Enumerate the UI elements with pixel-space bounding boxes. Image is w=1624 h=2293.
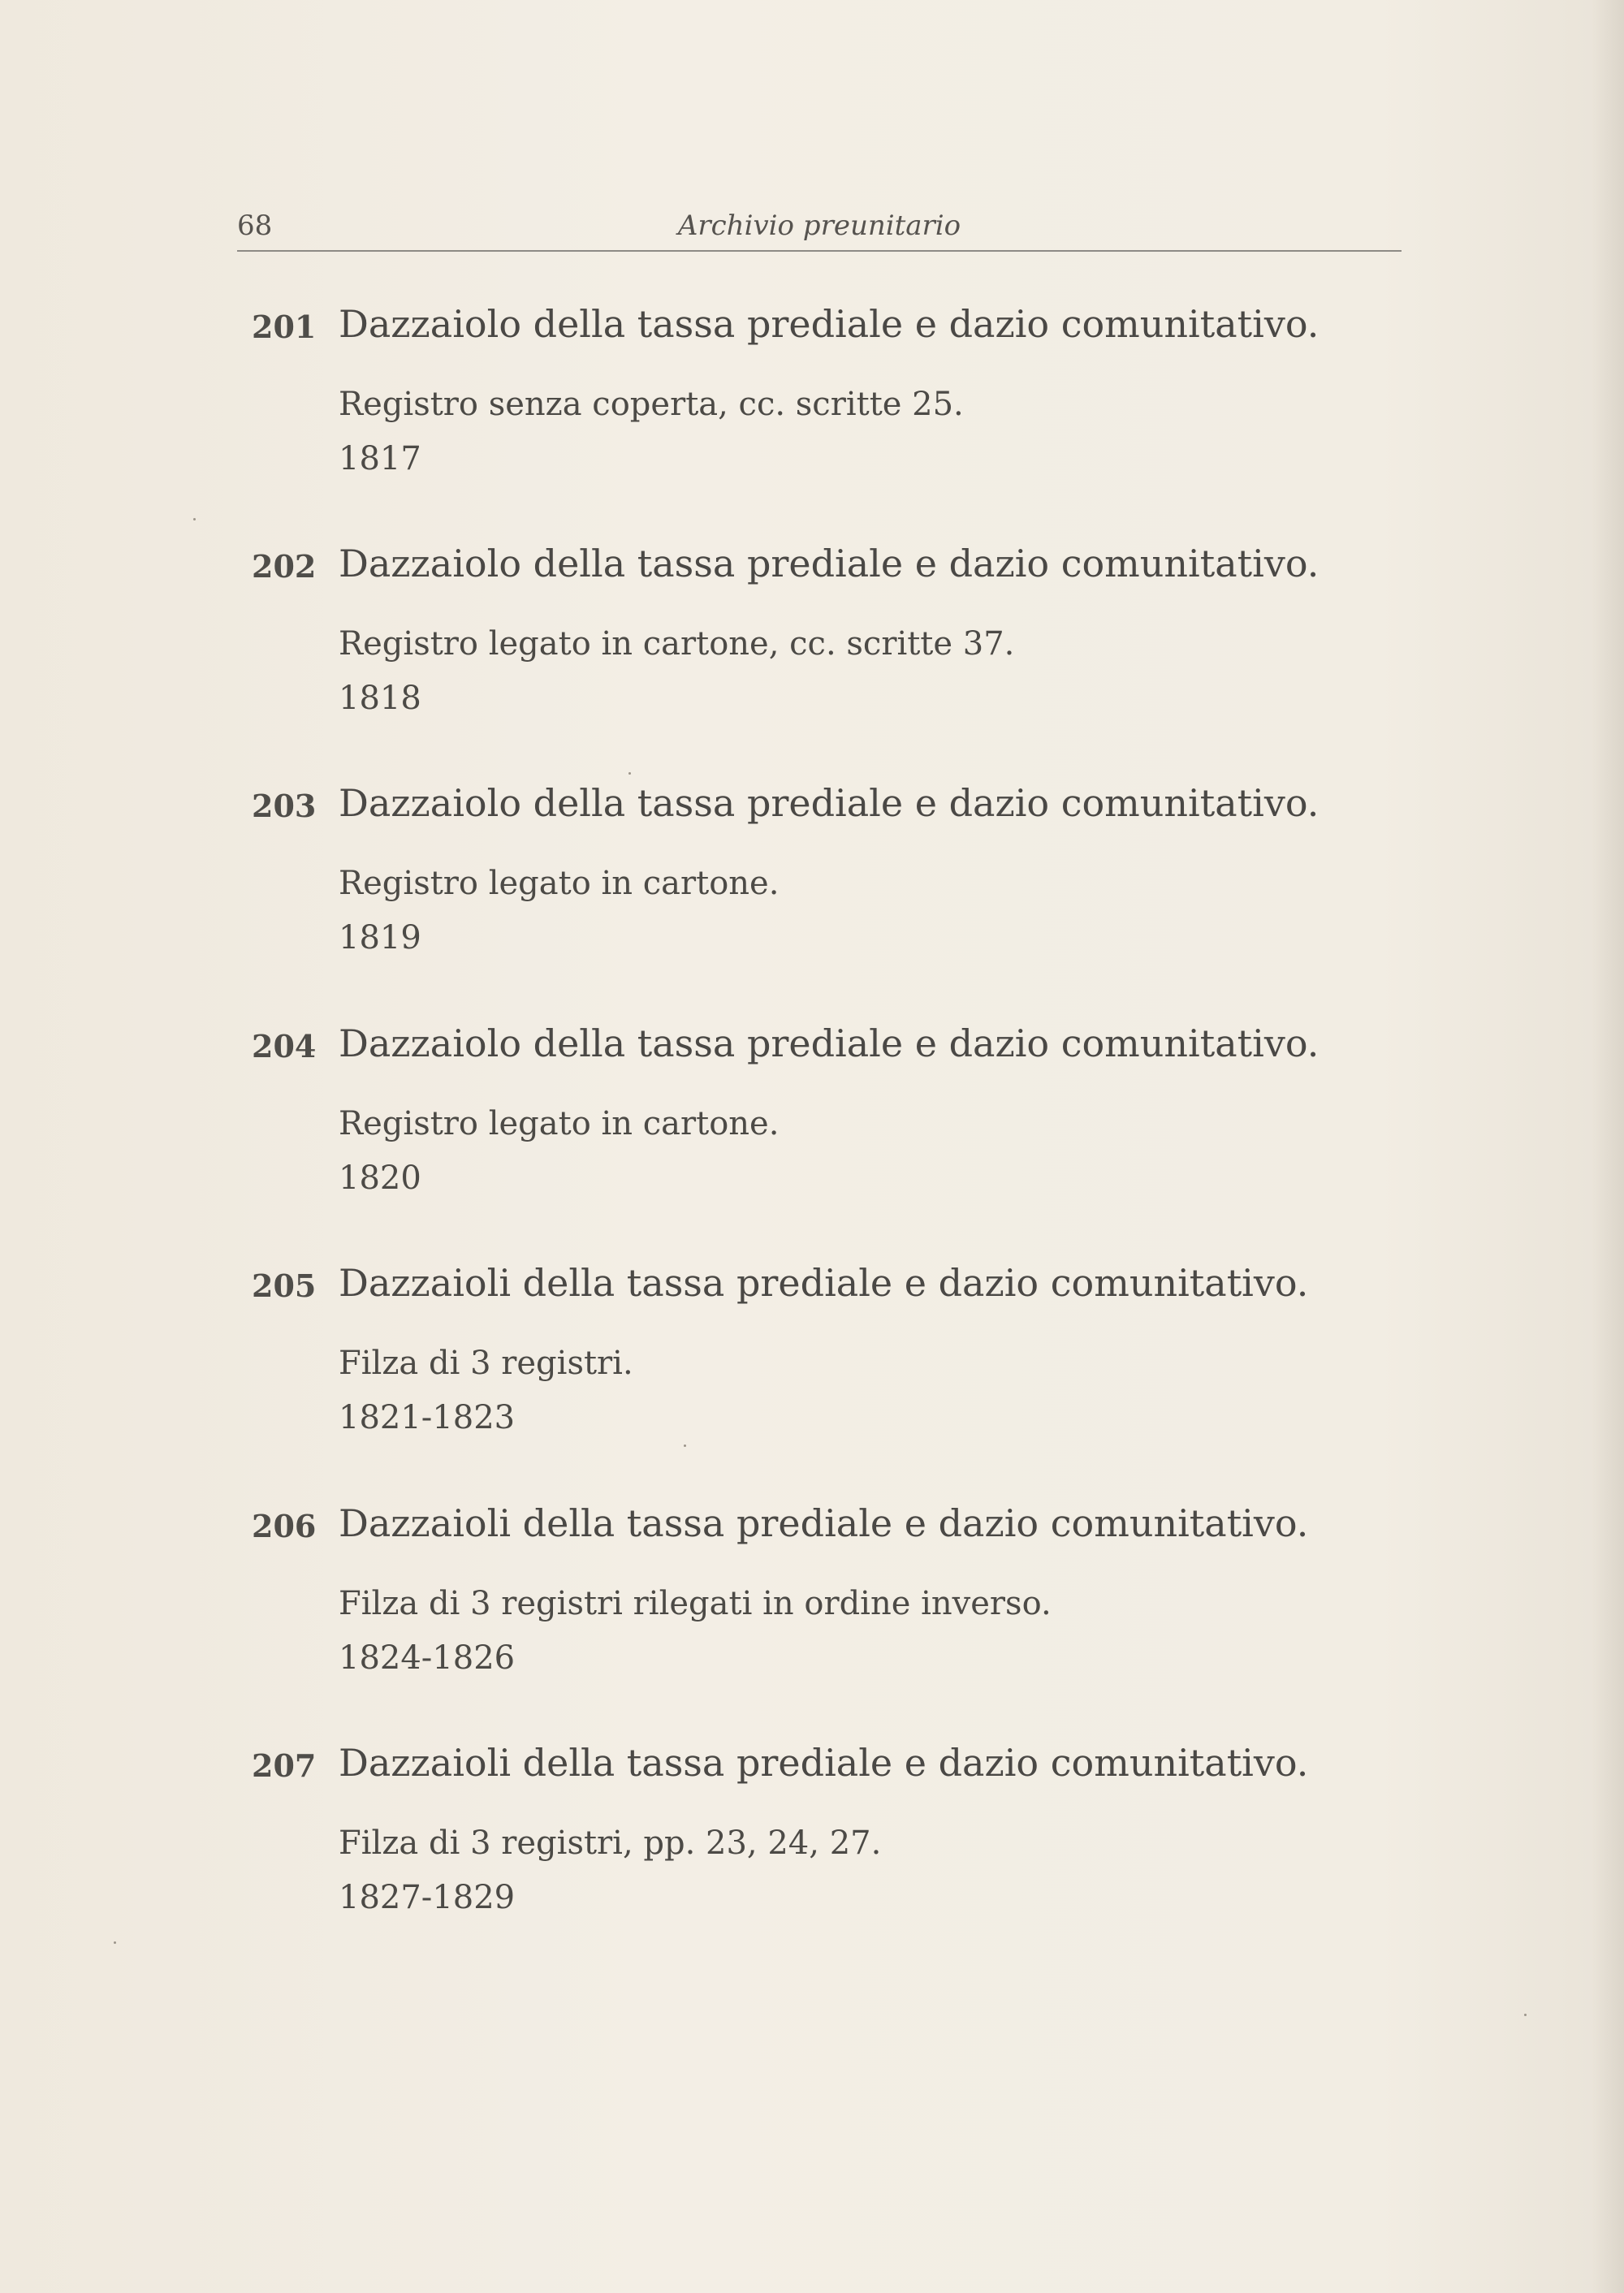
paper-speck — [684, 1444, 686, 1447]
paper-speck — [628, 772, 631, 775]
archive-entry — [0, 542, 1624, 759]
entry-date: 1824-1826 — [339, 1639, 516, 1677]
entry-description: Filza di 3 registri. — [339, 1345, 633, 1382]
entry-number: 206 — [252, 1508, 317, 1544]
entry-title: Dazzaiolo della tassa prediale e dazio comunitativo. — [339, 302, 1320, 346]
entry-title: Dazzaiolo della tassa prediale e dazio comunitativo. — [339, 542, 1320, 585]
archive-entry — [0, 1261, 1624, 1479]
entry-title: Dazzaioli della tassa prediale e dazio comunitativo. — [339, 1741, 1309, 1785]
running-title: Archivio preunitario — [677, 209, 961, 242]
entry-date: 1820 — [339, 1159, 421, 1197]
page-number: 68 — [237, 209, 273, 242]
archive-entry — [0, 1021, 1624, 1239]
entry-number: 203 — [252, 788, 317, 824]
paper-speck — [193, 518, 196, 520]
entry-description: Filza di 3 registri, pp. 23, 24, 27. — [339, 1824, 882, 1862]
paper-speck — [1524, 2014, 1527, 2016]
entry-date: 1818 — [339, 680, 421, 717]
entry-number: 207 — [252, 1747, 317, 1784]
archive-entry — [0, 302, 1624, 520]
archive-entry — [0, 1501, 1624, 1719]
entry-date: 1827-1829 — [339, 1879, 516, 1916]
entry-description: Registro legato in cartone, cc. scritte 37. — [339, 625, 1015, 663]
entry-description: Registro legato in cartone. — [339, 865, 780, 902]
entry-description: Registro legato in cartone. — [339, 1105, 780, 1142]
paper-speck — [114, 1941, 116, 1944]
entry-title: Dazzaiolo della tassa prediale e dazio comunitativo. — [339, 1021, 1320, 1065]
page-header — [237, 205, 1402, 252]
entry-number: 201 — [252, 309, 317, 345]
entry-date: 1821-1823 — [339, 1399, 516, 1436]
entry-date: 1819 — [339, 919, 421, 956]
archive-entry — [0, 781, 1624, 999]
entry-title: Dazzaiolo della tassa prediale e dazio comunitativo. — [339, 781, 1320, 825]
entry-number: 202 — [252, 548, 317, 585]
entry-description: Filza di 3 registri rilegati in ordine inverso. — [339, 1585, 1052, 1622]
entry-number: 204 — [252, 1028, 317, 1064]
entry-title: Dazzaioli della tassa prediale e dazio comunitativo. — [339, 1261, 1309, 1305]
entry-date: 1817 — [339, 440, 421, 477]
archive-entry — [0, 1741, 1624, 1958]
entry-description: Registro senza coperta, cc. scritte 25. — [339, 386, 964, 423]
entry-title: Dazzaioli della tassa prediale e dazio comunitativo. — [339, 1501, 1309, 1545]
entry-number: 205 — [252, 1267, 317, 1304]
